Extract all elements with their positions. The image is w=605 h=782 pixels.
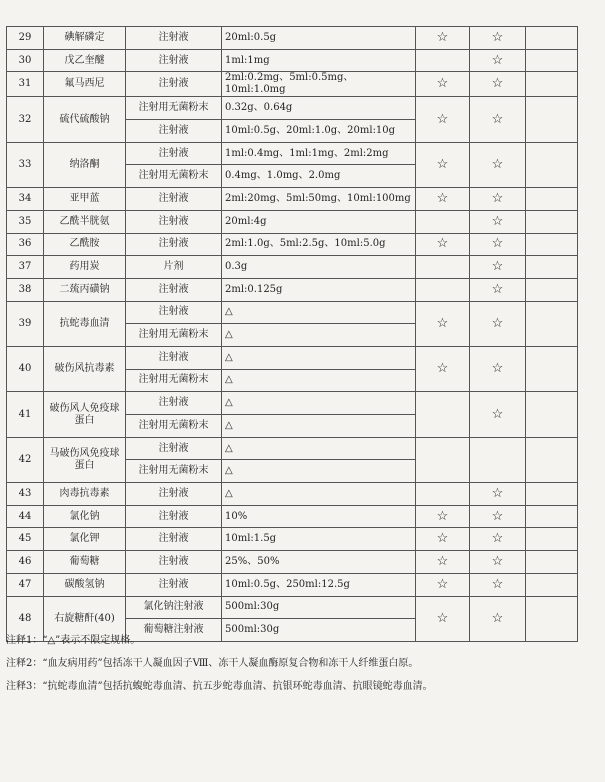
remark-cell [526,483,578,506]
table-row [7,233,578,256]
basic-drug-mark [416,256,470,279]
row-number: 29 [7,27,44,50]
table-row [7,437,578,460]
dosage-form: 注射液 [126,301,222,324]
table-row [7,142,578,165]
specification: 25%、50% [222,551,416,574]
low-price-mark: ☆ [470,233,526,256]
remark-cell [526,188,578,211]
low-price-mark: ☆ [470,210,526,233]
dosage-form: 葡萄糖注射液 [126,619,222,642]
emergency-drug-table [6,26,578,642]
dosage-form: 注射液 [126,505,222,528]
drug-name: 药用炭 [44,256,126,279]
row-number: 34 [7,188,44,211]
specification: 2ml:20mg、5ml:50mg、10ml:100mg [222,188,416,211]
row-number: 39 [7,301,44,346]
row-number: 45 [7,528,44,551]
table-row [7,49,578,72]
row-number: 40 [7,346,44,391]
specification: 0.4mg、1.0mg、2.0mg [222,165,416,188]
remark-cell [526,210,578,233]
dosage-form: 注射用无菌粉末 [126,369,222,392]
remark-cell [526,301,578,346]
drug-name: 碳酸氢钠 [44,573,126,596]
low-price-mark: ☆ [470,483,526,506]
drug-name: 抗蛇毒血清 [44,301,126,346]
row-number: 36 [7,233,44,256]
specification: △ [222,369,416,392]
specification: △ [222,437,416,460]
table-row [7,483,578,506]
basic-drug-mark: ☆ [416,596,470,641]
table-row [7,27,578,50]
specification: 10% [222,505,416,528]
dosage-form: 注射液 [126,233,222,256]
specification: △ [222,301,416,324]
dosage-form: 片剂 [126,256,222,279]
specification: 10ml:0.5g、20ml:1.0g、20ml:10g [222,120,416,143]
remark-cell [526,233,578,256]
remark-cell [526,256,578,279]
remark-cell [526,528,578,551]
remark-cell [526,97,578,142]
low-price-mark: ☆ [470,528,526,551]
low-price-mark: ☆ [470,573,526,596]
row-number: 30 [7,49,44,72]
drug-name: 碘解磷定 [44,27,126,50]
row-number: 48 [7,596,44,641]
row-number: 31 [7,72,44,97]
row-number: 46 [7,551,44,574]
dosage-form: 注射液 [126,528,222,551]
basic-drug-mark [416,278,470,301]
dosage-form: 注射液 [126,551,222,574]
dosage-form: 注射液 [126,573,222,596]
low-price-mark: ☆ [470,49,526,72]
low-price-mark: ☆ [470,596,526,641]
remark-cell [526,573,578,596]
dosage-form: 注射液 [126,346,222,369]
dosage-form: 注射用无菌粉末 [126,97,222,120]
note-3: 注释3：“抗蛇毒血清”包括抗蝮蛇毒血清、抗五步蛇毒血清、抗银环蛇毒血清、抗眼镜蛇毒血清。 [6,681,433,692]
note-1: 注释1：“△”表示不限定规格。 [6,635,141,646]
specification: 2ml:0.2mg、5ml:0.5mg、10ml:1.0mg [222,72,416,97]
dosage-form: 注射用无菌粉末 [126,460,222,483]
dosage-form: 注射液 [126,210,222,233]
dosage-form: 注射液 [126,437,222,460]
table-row [7,596,578,619]
remark-cell [526,27,578,50]
basic-drug-mark: ☆ [416,551,470,574]
basic-drug-mark: ☆ [416,233,470,256]
row-number: 37 [7,256,44,279]
specification: 2ml:1.0g、5ml:2.5g、10ml:5.0g [222,233,416,256]
drug-name: 乙酰半胱氨 [44,210,126,233]
notes-section [6,629,577,698]
low-price-mark: ☆ [470,256,526,279]
basic-drug-mark: ☆ [416,573,470,596]
low-price-mark [470,437,526,482]
row-number: 33 [7,142,44,187]
drug-name: 氯化钠 [44,505,126,528]
basic-drug-mark: ☆ [416,72,470,97]
remark-cell [526,551,578,574]
table-row [7,97,578,120]
row-number: 47 [7,573,44,596]
remark-cell [526,392,578,437]
row-number: 32 [7,97,44,142]
row-number: 38 [7,278,44,301]
basic-drug-mark: ☆ [416,97,470,142]
specification: 0.3g [222,256,416,279]
note-2: 注释2：“血友病用药”包括冻干人凝血因子Ⅷ、冻干人凝血酶原复合物和冻干人纤维蛋白原。 [6,658,419,669]
specification: 10ml:1.5g [222,528,416,551]
row-number: 42 [7,437,44,482]
table-row [7,278,578,301]
drug-name: 破伤风抗毒素 [44,346,126,391]
remark-cell [526,505,578,528]
row-number: 44 [7,505,44,528]
specification: 1ml:0.4mg、1ml:1mg、2ml:2mg [222,142,416,165]
specification: 2ml:0.125g [222,278,416,301]
specification: △ [222,392,416,415]
basic-drug-mark [416,49,470,72]
basic-drug-mark: ☆ [416,505,470,528]
specification: 500ml:30g [222,619,416,642]
table-row [7,210,578,233]
table-row [7,573,578,596]
dosage-form: 注射液 [126,49,222,72]
drug-name: 葡萄糖 [44,551,126,574]
specification: △ [222,346,416,369]
table-row [7,188,578,211]
specification: △ [222,324,416,347]
table-row [7,505,578,528]
dosage-form: 注射液 [126,188,222,211]
remark-cell [526,278,578,301]
dosage-form: 注射液 [126,483,222,506]
basic-drug-mark [416,437,470,482]
row-number: 41 [7,392,44,437]
specification: 500ml:30g [222,596,416,619]
drug-name: 亚甲蓝 [44,188,126,211]
drug-name: 纳洛酮 [44,142,126,187]
drug-name: 氯化钾 [44,528,126,551]
drug-name: 氟马西尼 [44,72,126,97]
low-price-mark: ☆ [470,97,526,142]
basic-drug-mark [416,210,470,233]
low-price-mark: ☆ [470,392,526,437]
low-price-mark: ☆ [470,505,526,528]
low-price-mark: ☆ [470,346,526,391]
specification: △ [222,483,416,506]
remark-cell [526,142,578,187]
table-row [7,256,578,279]
table-row [7,346,578,369]
basic-drug-mark: ☆ [416,346,470,391]
basic-drug-mark [416,483,470,506]
dosage-form: 注射液 [126,142,222,165]
dosage-form: 注射用无菌粉末 [126,165,222,188]
basic-drug-mark: ☆ [416,27,470,50]
specification: △ [222,460,416,483]
table-row [7,72,578,97]
row-number: 35 [7,210,44,233]
basic-drug-mark [416,392,470,437]
remark-cell [526,72,578,97]
remark-cell [526,346,578,391]
remark-cell [526,437,578,482]
table-row [7,301,578,324]
specification: 20ml:0.5g [222,27,416,50]
drug-name: 硫代硫酸钠 [44,97,126,142]
drug-name: 戊乙奎醚 [44,49,126,72]
low-price-mark: ☆ [470,278,526,301]
specification: 10ml:0.5g、250ml:12.5g [222,573,416,596]
table-row [7,392,578,415]
low-price-mark: ☆ [470,551,526,574]
table-row [7,528,578,551]
specification: 20ml:4g [222,210,416,233]
specification: 1ml:1mg [222,49,416,72]
drug-name: 马破伤风免疫球蛋白 [44,437,126,482]
basic-drug-mark: ☆ [416,188,470,211]
dosage-form: 注射液 [126,120,222,143]
low-price-mark: ☆ [470,142,526,187]
drug-name: 肉毒抗毒素 [44,483,126,506]
basic-drug-mark: ☆ [416,301,470,346]
low-price-mark: ☆ [470,188,526,211]
dosage-form: 注射液 [126,278,222,301]
table-row [7,551,578,574]
basic-drug-mark: ☆ [416,528,470,551]
specification: △ [222,415,416,438]
drug-name: 右旋糖酐(40) [44,596,126,641]
dosage-form: 注射用无菌粉末 [126,415,222,438]
specification: 0.32g、0.64g [222,97,416,120]
basic-drug-mark: ☆ [416,142,470,187]
dosage-form: 注射用无菌粉末 [126,324,222,347]
drug-name: 二巯丙磺钠 [44,278,126,301]
drug-name: 破伤风人免疫球蛋白 [44,392,126,437]
low-price-mark: ☆ [470,301,526,346]
dosage-form: 注射液 [126,27,222,50]
dosage-form: 注射液 [126,392,222,415]
dosage-form: 注射液 [126,72,222,97]
dosage-form: 氯化钠注射液 [126,596,222,619]
remark-cell [526,49,578,72]
row-number: 43 [7,483,44,506]
low-price-mark: ☆ [470,72,526,97]
drug-name: 乙酰胺 [44,233,126,256]
low-price-mark: ☆ [470,27,526,50]
